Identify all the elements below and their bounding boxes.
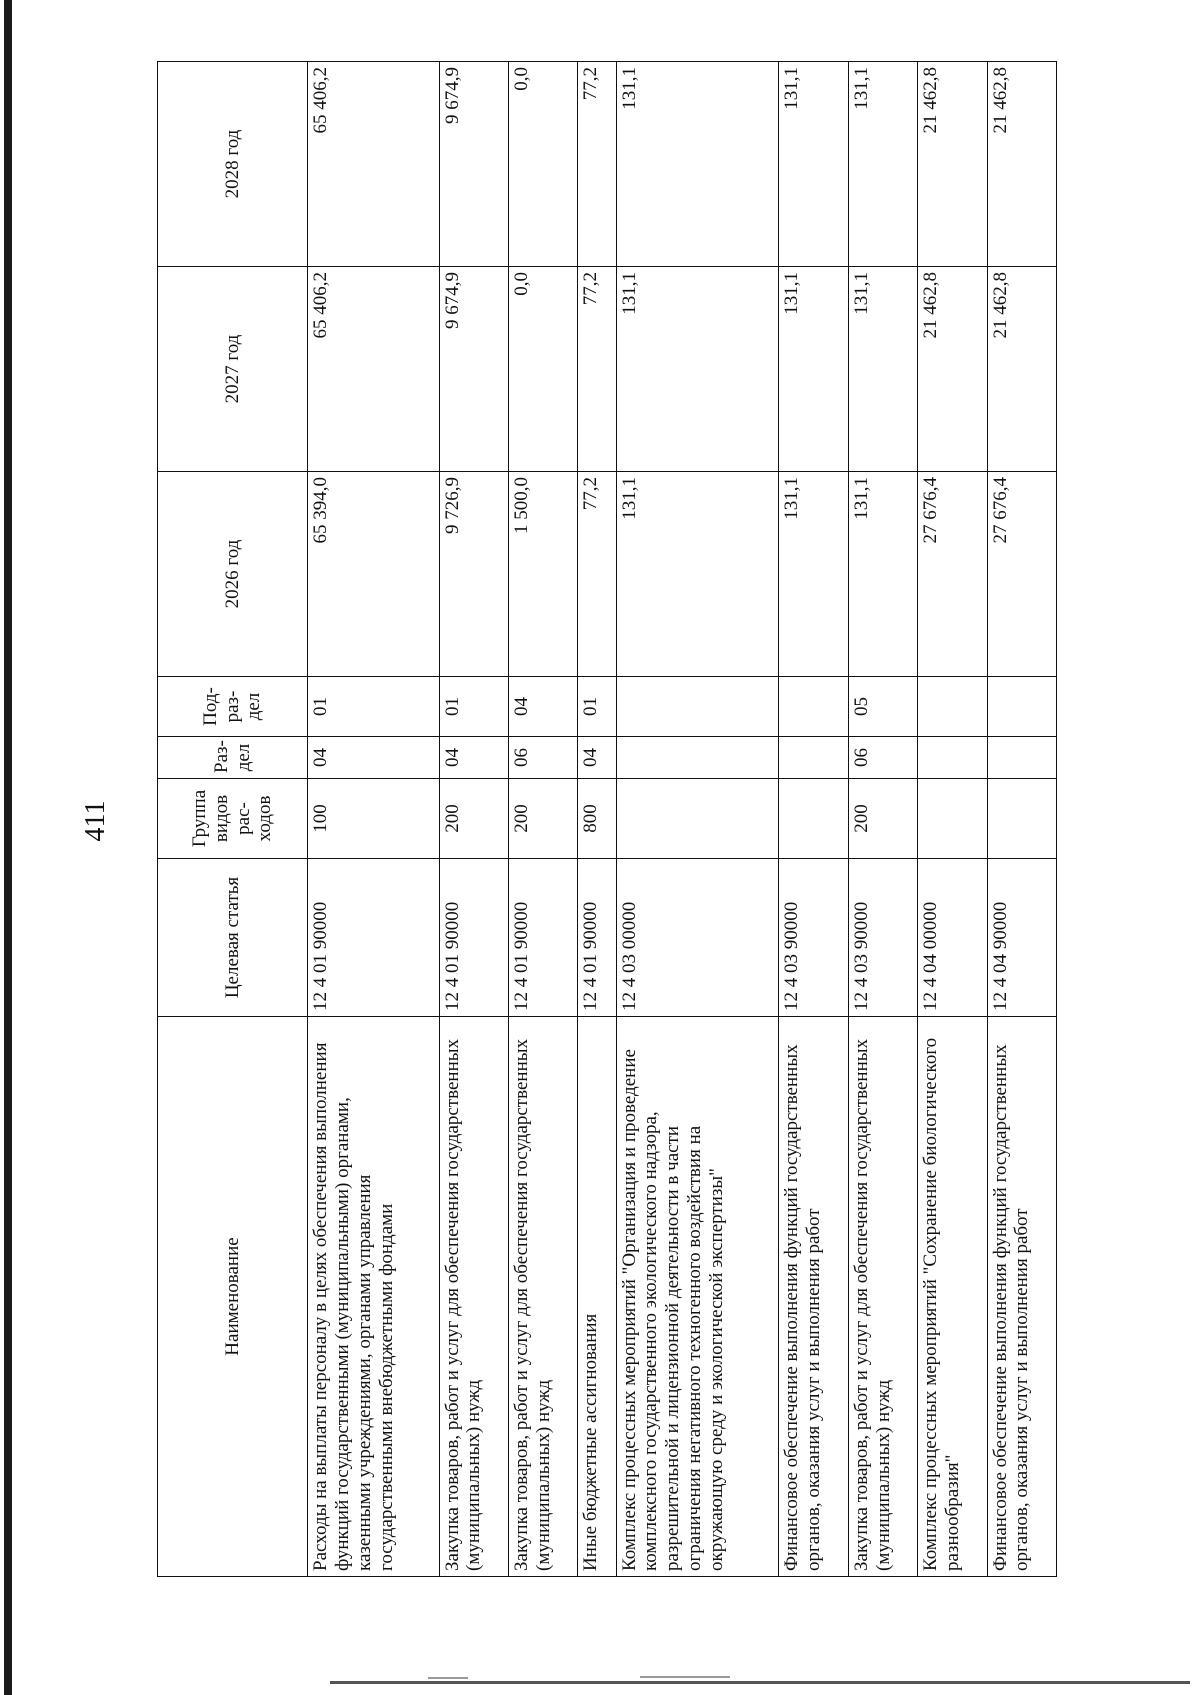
scan-artifact xyxy=(640,1676,730,1678)
row-subsection: 01 xyxy=(439,677,508,737)
header-section: Раз-дел xyxy=(158,737,308,779)
row-target: 12 4 01 90000 xyxy=(308,859,440,1017)
row-2026: 1 500,0 xyxy=(509,472,578,677)
row-2027: 21 462,8 xyxy=(918,267,987,472)
header-target: Целевая статья xyxy=(158,859,308,1017)
row-2028: 77,2 xyxy=(578,62,616,267)
row-2027: 131,1 xyxy=(848,267,917,472)
row-2028: 131,1 xyxy=(848,62,917,267)
row-2028: 0,0 xyxy=(509,62,578,267)
row-group: 100 xyxy=(308,779,440,859)
row-section xyxy=(987,737,1056,779)
row-subsection xyxy=(779,677,848,737)
row-section: 04 xyxy=(308,737,440,779)
table-row xyxy=(509,62,578,1577)
table-header-row xyxy=(158,62,308,1577)
row-group xyxy=(987,779,1056,859)
row-2026: 27 676,4 xyxy=(918,472,987,677)
row-target: 12 4 01 90000 xyxy=(509,859,578,1017)
row-2026: 131,1 xyxy=(848,472,917,677)
row-target: 12 4 01 90000 xyxy=(439,859,508,1017)
row-2028: 131,1 xyxy=(779,62,848,267)
row-subsection: 05 xyxy=(848,677,917,737)
row-name: Комплекс процессных мероприятий "Сохранение биологического разнообразия" xyxy=(918,1017,987,1577)
row-2027: 65 406,2 xyxy=(308,267,440,472)
row-2027: 131,1 xyxy=(779,267,848,472)
scan-bottom-rule xyxy=(330,1681,1190,1684)
row-2028: 9 674,9 xyxy=(439,62,508,267)
row-section: 06 xyxy=(848,737,917,779)
table-row xyxy=(848,62,917,1577)
row-target: 12 4 03 00000 xyxy=(616,859,779,1017)
row-section xyxy=(779,737,848,779)
table-row xyxy=(578,62,616,1577)
row-subsection xyxy=(616,677,779,737)
header-2026: 2026 год xyxy=(158,472,308,677)
row-2028: 65 406,2 xyxy=(308,62,440,267)
row-section xyxy=(616,737,779,779)
table-row xyxy=(987,62,1056,1577)
row-target: 12 4 03 90000 xyxy=(848,859,917,1017)
row-name: Финансовое обеспечение выполнения функций государственных органов, оказания услуг и выполнения работ xyxy=(987,1017,1056,1577)
row-section: 06 xyxy=(509,737,578,779)
row-2026: 27 676,4 xyxy=(987,472,1056,677)
row-name: Закупка товаров, работ и услуг для обеспечения государственных (муниципальных) нужд xyxy=(509,1017,578,1577)
row-2028: 21 462,8 xyxy=(987,62,1056,267)
row-group xyxy=(779,779,848,859)
rotated-table-container xyxy=(157,62,1057,1577)
table-row xyxy=(439,62,508,1577)
header-group: Группа видов рас-ходов xyxy=(158,779,308,859)
row-group: 200 xyxy=(848,779,917,859)
row-2028: 131,1 xyxy=(616,62,779,267)
row-name: Закупка товаров, работ и услуг для обеспечения государственных (муниципальных) нужд xyxy=(848,1017,917,1577)
row-name: Финансовое обеспечение выполнения функций государственных органов, оказания услуг и выполнения работ xyxy=(779,1017,848,1577)
header-subsection: Под-раз-дел xyxy=(158,677,308,737)
row-target: 12 4 03 90000 xyxy=(779,859,848,1017)
row-2026: 9 726,9 xyxy=(439,472,508,677)
row-target: 12 4 04 90000 xyxy=(987,859,1056,1017)
row-section: 04 xyxy=(439,737,508,779)
header-2027: 2027 год xyxy=(158,267,308,472)
budget-table xyxy=(157,61,1057,1577)
row-subsection xyxy=(918,677,987,737)
row-name: Расходы на выплаты персоналу в целях обеспечения выполнения функций государственными (муниципальными) органами, казенными учреждениями, органами управления государственными внебюджетными фондами xyxy=(308,1017,440,1577)
row-group xyxy=(918,779,987,859)
table-row xyxy=(308,62,440,1577)
page-number: 411 xyxy=(80,800,111,842)
table-row xyxy=(918,62,987,1577)
row-name: Комплекс процессных мероприятий "Организация и проведение комплексного государственного экологического надзора, разрешительной и лицензионной деятельности в части ограничения негативного техногенного воздействия на окружающую среду и экологической экспертизы" xyxy=(616,1017,779,1577)
row-group xyxy=(616,779,779,859)
scan-artifact xyxy=(428,1677,468,1679)
row-name: Иные бюджетные ассигнования xyxy=(578,1017,616,1577)
row-target: 12 4 01 90000 xyxy=(578,859,616,1017)
row-subsection: 01 xyxy=(308,677,440,737)
row-group: 200 xyxy=(509,779,578,859)
row-2026: 131,1 xyxy=(616,472,779,677)
row-2027: 9 674,9 xyxy=(439,267,508,472)
row-section: 04 xyxy=(578,737,616,779)
row-2027: 21 462,8 xyxy=(987,267,1056,472)
row-section xyxy=(918,737,987,779)
scan-edge-rule xyxy=(4,0,12,1695)
row-group: 200 xyxy=(439,779,508,859)
row-2026: 65 394,0 xyxy=(308,472,440,677)
row-2027: 77,2 xyxy=(578,267,616,472)
row-2027: 131,1 xyxy=(616,267,779,472)
row-target: 12 4 04 00000 xyxy=(918,859,987,1017)
header-name: Наименование xyxy=(158,1017,308,1577)
row-2028: 21 462,8 xyxy=(918,62,987,267)
table-row xyxy=(616,62,779,1577)
row-subsection: 01 xyxy=(578,677,616,737)
row-subsection: 04 xyxy=(509,677,578,737)
row-2027: 0,0 xyxy=(509,267,578,472)
row-2026: 77,2 xyxy=(578,472,616,677)
header-2028: 2028 год xyxy=(158,62,308,267)
row-name: Закупка товаров, работ и услуг для обеспечения государственных (муниципальных) нужд xyxy=(439,1017,508,1577)
row-subsection xyxy=(987,677,1056,737)
table-row xyxy=(779,62,848,1577)
row-group: 800 xyxy=(578,779,616,859)
row-2026: 131,1 xyxy=(779,472,848,677)
